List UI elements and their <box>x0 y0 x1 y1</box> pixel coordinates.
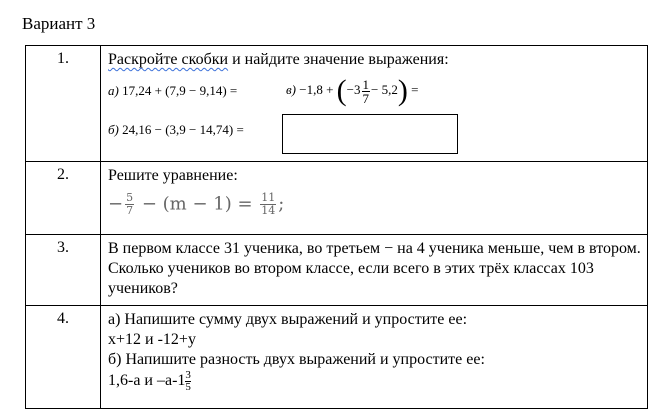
expression-a-label: а) <box>108 83 119 98</box>
fraction-denominator: 7 <box>362 90 369 106</box>
expression-v-inner-start: −3 <box>346 81 361 97</box>
task-4-line-4 <box>108 370 641 393</box>
task-4-body <box>101 306 648 409</box>
instruction-rest: и найдите значение выражения: <box>228 51 449 68</box>
expression-v-end: = <box>411 81 419 97</box>
task-1-instruction <box>108 50 641 70</box>
right-paren: ) <box>397 74 408 107</box>
expression-a <box>108 81 237 101</box>
expression-a-text: 17,24 + (7,9 − 9,14) = <box>122 83 238 98</box>
answer-box[interactable] <box>282 114 458 154</box>
spellcheck-underlined-text: Раскройте скобки <box>108 51 229 68</box>
task-row-2 <box>26 162 648 235</box>
expression-b-label: б) <box>108 122 119 137</box>
expression-b <box>108 120 244 140</box>
expression-v-label: в) <box>286 81 296 97</box>
left-paren: ( <box>336 74 347 107</box>
fraction-one-seventh <box>362 78 371 105</box>
task-number: 2. <box>26 162 101 235</box>
expression-v-start: −1,8 + <box>299 81 334 97</box>
fraction-three-fifths <box>185 370 191 393</box>
task-4-line-1: а) Напишите сумму двух выражений и упростите ее: <box>108 311 468 328</box>
fraction-denominator: 7 <box>126 204 134 217</box>
task-row-3 <box>26 235 648 306</box>
fraction-five-sevenths <box>125 192 134 217</box>
task-row-1 <box>26 46 648 162</box>
fraction-numerator: 3 <box>185 369 191 381</box>
task-2-body <box>101 162 648 235</box>
variant-title: Вариант 3 <box>22 14 96 33</box>
task-number: 4. <box>26 306 101 409</box>
equation-minus: − <box>108 193 124 215</box>
task-row-4 <box>26 306 648 409</box>
task-number: 3. <box>26 235 101 306</box>
expression-v-inner-end: − 5,2 <box>371 81 398 97</box>
fraction-numerator: 5 <box>126 191 134 204</box>
fraction-eleven-fourteenths <box>260 192 276 217</box>
equation-middle: − (m − 1) = <box>141 193 253 215</box>
equation-end: ; <box>278 193 285 215</box>
expression-b-text: 24,16 − (3,9 − 14,74) = <box>122 122 244 137</box>
task-4-line-3: б) Напишите разность двух выражений и упростите ее: <box>108 351 485 368</box>
task-4-line-4-text: 1,6-а и –а-1 <box>108 372 186 390</box>
expression-v <box>286 76 418 106</box>
task-4-line-2: х+12 и -12+у <box>108 331 196 348</box>
fraction-denominator: 14 <box>261 204 276 217</box>
tasks-table <box>25 45 648 409</box>
fraction-numerator: 1 <box>362 76 369 92</box>
task-3-text: В первом классе 31 ученика, во третьем − на 4 ученика меньше, чем в втором. Сколько учеников во втором классе, если всего в этих трёх классах 103 учеников? <box>101 235 648 306</box>
fraction-numerator: 11 <box>261 191 276 204</box>
task-1-body <box>101 46 648 162</box>
fraction-denominator: 5 <box>185 381 191 393</box>
equation <box>108 192 641 217</box>
task-number: 1. <box>26 46 101 162</box>
task-2-instruction: Решите уравнение: <box>108 167 238 184</box>
